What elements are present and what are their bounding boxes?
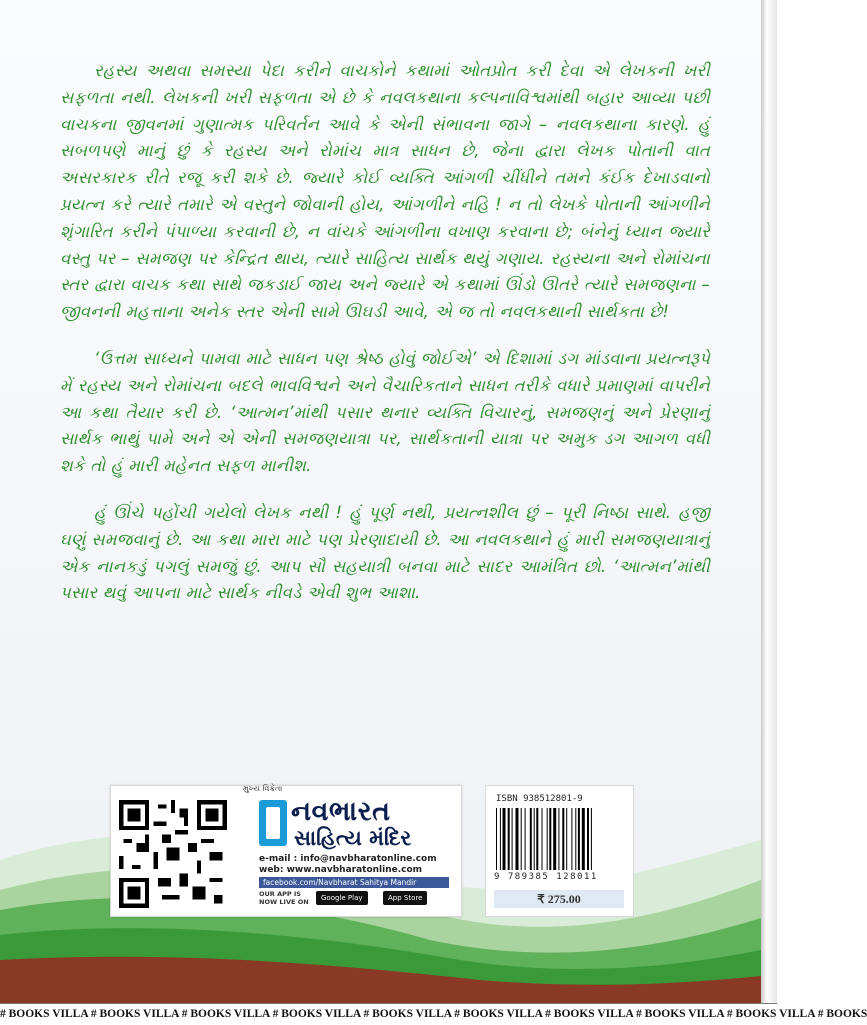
isbn-text: ISBN 938512801-9 [496,794,583,804]
distributor-label: મુખ્ય વિક્રેતા [243,784,283,793]
blurb-paragraph-2: ‘ઉત્તમ સાધ્યને પામવા માટે સાધન પણ શ્રેષ્ઠ હોવું જોઈએ’ એ દિશામાં ડગ માંડવાના પ્રયત્નરૂપે મેં રહસ્ય અને રોમાંચના બદલે ભાવવિશ્વને અને વૈચારિકતાને સાધન તરીકે વધારે પ્રમાણમાં વાપરીને આ કથા તૈયાર કરી છે. ‘આત્મન’માંથી પસાર થનાર વ્યક્તિ વિચારનું, સમજણનું અને પ્રેરણાનું સાર્થક ભાથું પામે અને એ એની સમજણયાત્રા પર, સાર્થકતાની યાત્રા પર અમુક ડગ આગળ વધી શકે તો હું મારી મહેનત સફળ માનીશ. [60,348,710,476]
qr-code[interactable] [119,800,227,908]
barcode-sticker [485,785,634,917]
facebook-link-text: facebook.com/Navbharat Sahitya Mandir [263,878,417,887]
publisher-name-line2: સાહિત્ય મંદિર [294,826,412,850]
watermark-footer: # BOOKS VILLA # BOOKS VILLA # BOOKS VILLA # BOOKS VILLA # BOOKS VILLA # BOOKS VILLA # BOOKS VILLA # BOOKS VILLA # BOOKS VILLA # BOOKS [0,1003,777,1025]
publisher-name-line1: નવભારત [291,796,391,827]
app-store-badge[interactable] [383,891,427,905]
barcode-image [494,808,624,870]
blurb-text [60,58,710,627]
blurb-paragraph-1: રહસ્ય અથવા સમસ્યા પેદા કરીને વાચકોને કથામાં ઓતપ્રોત કરી દેવા એ લેખકની ખરી સફળતા નથી. લેખકની ખરી સફળતા એ છે કે નવલકથાના કલ્પનાવિશ્વમાંથી બહાર આવ્યા પછી વાચકના જીવનમાં ગુણાત્મક પરિવર્તન આવે કે એની સંભાવના જાગે – નવલકથાના કારણે. હું સબળપણે માનું છું કે રહસ્ય અને રોમાંચ માત્ર સાધન છે, જેના દ્વારા લેખક પોતાની વાત અસરકારક રીતે રજૂ કરી શકે છે. જ્યારે કોઈ વ્યક્તિ આંગળી ચીંધીને તમને કંઈક દેખાડવાનો પ્રયત્ન કરે ત્યારે તમારે એ વસ્તુને જોવાની હોય, આંગળીને નહિ ! ન તો લેખકે પોતાની આંગળીને શૃંગારિત કરીને પંપાળ્યા કરવાની છે, ન વાંચકે આંગળીના વખાણ કરવાના છે; બંનેનું ધ્યાન જ્યારે વસ્તુ પર – સમજણ પર કેન્દ્રિત થાય, ત્યારે સાહિત્ય સાર્થક થયું ગણાય. રહસ્યના અને રોમાંચના સ્તર દ્વારા વાચક કથા સાથે જકડાઈ જાય અને જ્યારે એ કથામાં ઊંડો ઊતરે ત્યારે સમજણના – જીવનની મહત્તાના અનેક સ્તર એની સામે ઊઘડી આવે, એ જ તો નવલકથાની સાર્થકતા છે! [60,61,710,322]
app-label [259,890,309,906]
publisher-web[interactable]: web: www.navbharatonline.com [259,865,423,875]
blurb-paragraph-3: હું ઊંચે પહોંચી ગયેલો લેખક નથી ! હું પૂર્ણ નથી, પ્રયત્નશીલ છું – પૂરી નિષ્ઠા સાથે. હજી ઘણું સમજવાનું છે. આ કથા મારા માટે પણ પ્રેરણાદાયી છે. આ નવલકથાને હું મારી સમજણયાત્રાનું એક નાનકડું પગલું સમજું છું. આપ સૌ સહયાત્રી બનવા માટે સાદર આમંત્રિત છો. ‘આત્મન’માંથી પસાર થવું આપના માટે સાર્થક નીવડે એવી શુભ આશા. [60,502,710,603]
price-tag: ₹ 275.00 [494,890,624,908]
publisher-sticker [110,785,462,917]
app-label-line1: OUR APP IS [259,890,301,898]
publisher-logo-icon [259,800,287,846]
app-label-line2: NOW LIVE ON [259,898,309,906]
google-play-label: Google Play [321,894,363,902]
publisher-contact [259,854,437,876]
facebook-link[interactable] [259,877,449,888]
google-play-badge[interactable] [316,891,368,905]
ean-number: 9 789385 128011 [494,872,598,882]
publisher-email[interactable]: e-mail : info@navbharatonline.com [259,854,437,864]
app-store-label: App Store [388,894,423,902]
cover-edge [761,0,777,1003]
